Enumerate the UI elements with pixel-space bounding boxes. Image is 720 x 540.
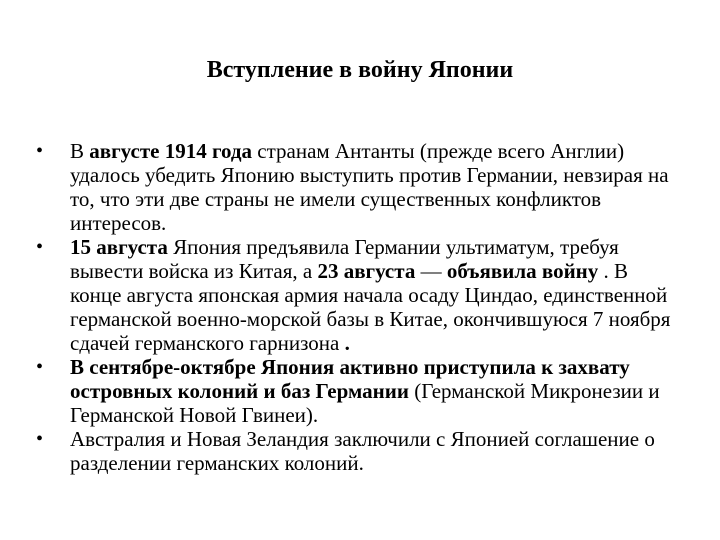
bullet-text-bold: 15 августа <box>70 235 168 259</box>
bullet-list <box>36 139 682 475</box>
bullet-text-bold: объявила войну <box>446 259 599 283</box>
bullet-item <box>36 139 682 235</box>
bullet-item <box>36 235 682 355</box>
bullet-marker: • <box>36 140 44 162</box>
bullet-text-bold: В сентябре-октябре Япония активно приступила к захвату островных колоний и баз Германии <box>70 355 630 403</box>
bullet-item <box>36 427 682 475</box>
bullet-text-bold: августе 1914 года <box>89 139 252 163</box>
bullet-text: В <box>70 139 90 163</box>
bullet-text: странам Антанты (прежде всего Англии) удалось убедить Японию выступить против Германии, невзирая на то, что эти две страны не имели существенных конфликтов интересов. <box>70 139 669 235</box>
bullet-text: Австралия и Новая Зеландия заключили с Японией соглашение о разделении германских колоний. <box>70 427 655 475</box>
bullet-text-bold: 23 августа <box>317 259 416 283</box>
bullet-text: Япония предъявила Германии ультиматум, требуя вывести войска из Китая, а <box>70 235 619 283</box>
bullet-text: (Германской Микронезии и Германской Новой Гвинеи). <box>70 379 660 427</box>
bullet-marker: • <box>36 428 44 450</box>
bullet-marker: • <box>36 236 44 258</box>
slide-title: Вступление в войну Японии <box>206 57 514 83</box>
bullet-item <box>36 355 682 427</box>
bullet-text-bold: . <box>339 331 350 355</box>
bullet-marker: • <box>36 356 44 378</box>
bullet-text: — <box>415 259 447 283</box>
bullet-text: . В конце августа японская армия начала осаду Циндао, единственной германской военно-морской базы в Китае, окончившуюся 7 ноября сдачей германского гарнизона <box>70 259 671 355</box>
